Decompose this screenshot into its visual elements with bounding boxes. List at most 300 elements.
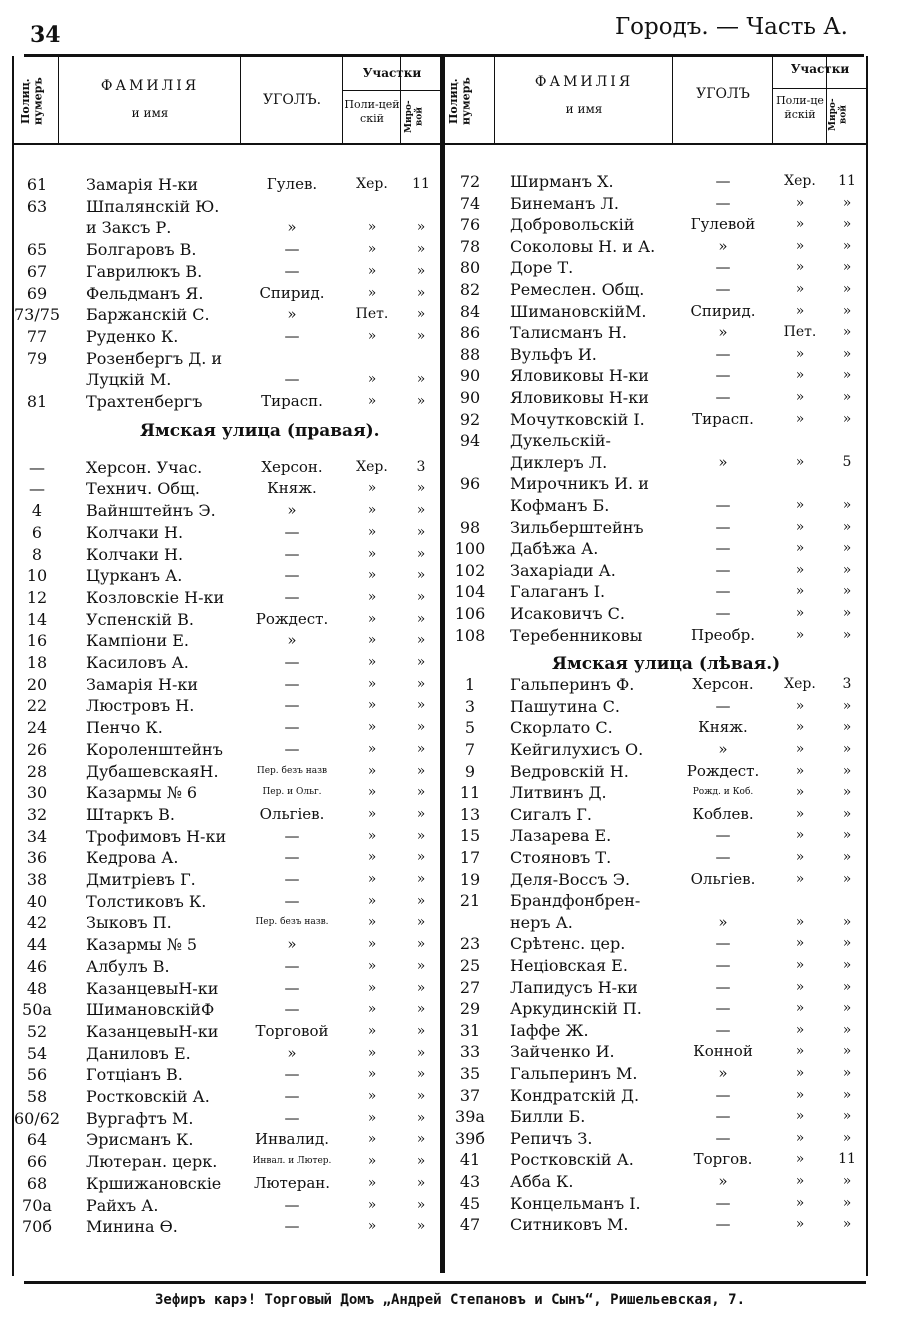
police-district: » — [795, 497, 805, 513]
house-number: 15 — [459, 826, 481, 846]
corner-street: Княж. — [698, 718, 748, 737]
house-number: 23 — [459, 934, 481, 954]
police-district: Пет. — [783, 324, 817, 341]
corner-street: — — [715, 696, 731, 715]
house-number: 74 — [459, 193, 481, 213]
corner-street: » — [287, 1043, 297, 1062]
house-number: 18 — [26, 653, 48, 672]
table-row — [0, 538, 900, 559]
person-name: Шпалянскій Ю. — [86, 196, 220, 216]
house-number: 27 — [459, 977, 481, 997]
house-number: 45 — [459, 1193, 481, 1213]
magistrate-district: » — [416, 936, 426, 953]
magistrate-district: » — [416, 719, 426, 736]
magistrate-district: » — [416, 567, 426, 584]
police-district: Хер. — [784, 173, 816, 189]
magistrate-district: » — [842, 389, 852, 405]
person-name: Короленштейнъ — [86, 739, 223, 759]
house-number: 73/75 — [14, 305, 61, 325]
person-name: Пенчо К. — [86, 718, 163, 738]
police-district: » — [367, 697, 377, 714]
police-district: » — [795, 1129, 805, 1146]
magistrate-district: » — [416, 262, 426, 279]
table-row — [0, 717, 900, 738]
police-district: » — [795, 957, 805, 973]
police-district: » — [367, 1088, 377, 1104]
police-district: » — [367, 871, 377, 887]
person-name: Гаврилюкъ В. — [86, 261, 203, 281]
magistrate-district: » — [842, 1194, 852, 1211]
corner-street: Лютеран. — [253, 1173, 331, 1192]
house-number: 5 — [464, 718, 476, 738]
police-district: » — [367, 1131, 377, 1148]
house-number: 14 — [26, 609, 48, 629]
corner-street: — — [715, 604, 731, 622]
corner-street: — — [284, 587, 300, 606]
corner-street: — — [284, 739, 300, 758]
corner-street: Пер. безъ назв. — [255, 917, 329, 928]
house-number: 90 — [459, 366, 481, 386]
corner-street: » — [718, 1172, 728, 1190]
person-name: Галаганъ І. — [510, 582, 606, 602]
corner-street: » — [718, 323, 728, 342]
police-district: » — [795, 194, 805, 211]
person-name: Соколовы Н. и А. — [510, 236, 656, 256]
magistrate-district: 3 — [842, 676, 852, 693]
col-divider — [494, 57, 495, 143]
magistrate-district: » — [842, 194, 852, 211]
person-name: Аркудинскій П. — [510, 999, 642, 1019]
magistrate-district: » — [416, 740, 426, 757]
magistrate-district: » — [416, 697, 426, 714]
magistrate-district: » — [842, 324, 852, 341]
magistrate-district: » — [842, 605, 852, 621]
magistrate-district: » — [842, 1129, 852, 1146]
house-number: 19 — [459, 869, 481, 889]
corner-street: — — [715, 826, 731, 845]
magistrate-district: » — [842, 1086, 852, 1103]
person-name: Колчаки Н. — [86, 544, 184, 564]
magistrate-district: » — [842, 870, 852, 887]
magistrate-district: » — [842, 978, 852, 995]
police-district: » — [367, 740, 377, 757]
person-name: Мирочникъ И. и — [510, 474, 649, 494]
corner-street: — — [715, 344, 731, 363]
house-number: 100 — [454, 539, 486, 559]
police-district: » — [367, 936, 377, 953]
corner-street: » — [718, 1064, 728, 1082]
table-row — [0, 344, 900, 365]
table-row — [0, 473, 900, 494]
magistrate-district: 3 — [416, 458, 426, 475]
table-row — [0, 998, 900, 1019]
col-divider — [772, 57, 773, 143]
police-district: » — [367, 588, 377, 605]
person-name: Лазарева Е. — [510, 826, 612, 846]
police-district: » — [795, 216, 805, 233]
header-name-right: ФАМИЛІЯ — [534, 74, 634, 90]
person-name: и Заксъ Р. — [86, 218, 172, 238]
corner-street: Спирид. — [690, 301, 756, 320]
corner-street: — — [715, 280, 731, 298]
house-number: 48 — [26, 978, 48, 998]
person-name: Доре Т. — [510, 258, 574, 278]
table-row — [0, 1193, 900, 1214]
person-name: Стояновъ Т. — [510, 848, 612, 867]
person-name: Зайченко И. — [510, 1042, 615, 1062]
house-number: 82 — [459, 280, 481, 299]
corner-street: — — [715, 848, 731, 866]
police-district: » — [795, 805, 805, 822]
table-row — [0, 1085, 900, 1106]
house-number: 61 — [26, 175, 48, 194]
person-name: Технич. Общ. — [86, 479, 200, 499]
police-district: » — [367, 1109, 377, 1126]
table-row — [0, 933, 900, 954]
house-number: 42 — [26, 913, 48, 933]
person-name: Неціовская Е. — [510, 956, 628, 975]
magistrate-district: » — [842, 1043, 852, 1060]
corner-street: — — [715, 560, 731, 579]
person-name: Лютеран. церк. — [86, 1152, 218, 1172]
person-name: Люстровъ Н. — [86, 696, 195, 716]
corner-street: Инвалид. — [255, 1130, 329, 1149]
house-number: 35 — [459, 1064, 481, 1083]
house-number: 36 — [26, 848, 48, 868]
person-name: КазанцевыН-ки — [86, 1021, 219, 1041]
table-row — [0, 696, 900, 717]
magistrate-district: » — [416, 393, 426, 409]
police-district: » — [367, 1001, 377, 1018]
police-district: » — [367, 762, 377, 779]
police-district: » — [367, 284, 377, 301]
police-district: » — [367, 327, 377, 344]
uchastki-rule — [772, 88, 866, 89]
table-row — [0, 365, 900, 386]
house-number: 21 — [459, 891, 481, 911]
corner-street: — — [715, 517, 731, 536]
person-name: Талисманъ Н. — [510, 323, 627, 343]
magistrate-district: » — [842, 583, 852, 600]
corner-street: Тирасп. — [692, 409, 754, 428]
police-district: » — [367, 371, 377, 388]
corner-street: » — [287, 218, 297, 237]
magistrate-district: » — [416, 675, 426, 692]
col-divider — [58, 57, 59, 143]
corner-street: — — [715, 1020, 731, 1039]
magistrate-district: » — [416, 849, 426, 866]
header-uchastki: Участки — [362, 66, 422, 80]
person-name: Готціанъ В. — [86, 1065, 183, 1085]
house-number: 70а — [22, 1195, 52, 1215]
magistrate-district: » — [842, 741, 852, 757]
person-name: Гальперинъ М. — [510, 1064, 638, 1083]
person-name: Кофманъ Б. — [510, 496, 610, 515]
magistrate-district: » — [416, 957, 426, 974]
police-district: » — [367, 567, 377, 584]
page-number: 34 — [30, 22, 61, 48]
house-number: 25 — [459, 956, 481, 975]
house-number: 29 — [459, 999, 481, 1019]
header-mirovoy: Миро-вой — [404, 100, 425, 134]
person-name: Скорлато С. — [510, 718, 613, 738]
police-district: » — [795, 870, 805, 887]
table-row — [0, 301, 900, 322]
corner-street: Рождест. — [255, 609, 329, 628]
table-row — [0, 279, 900, 300]
house-number: 3 — [464, 696, 476, 716]
magistrate-district: » — [842, 259, 852, 276]
person-name: Замарія Н-ки — [86, 175, 199, 194]
magistrate-district: » — [416, 979, 426, 996]
house-number: 81 — [26, 392, 48, 411]
person-name: Теребенниковы — [510, 625, 643, 645]
corner-street: » — [718, 740, 728, 758]
person-name: Кондратскій Д. — [510, 1085, 640, 1105]
magistrate-district: » — [416, 1088, 426, 1104]
police-district: » — [795, 1216, 805, 1233]
magistrate-district: » — [842, 410, 852, 427]
corner-street: — — [284, 261, 300, 280]
magistrate-district: » — [842, 497, 852, 513]
house-number: 20 — [26, 674, 48, 694]
person-name: Зыковъ П. — [86, 913, 172, 933]
house-number: 12 — [26, 587, 48, 607]
corner-street: » — [718, 452, 728, 471]
corner-street: — — [715, 956, 731, 974]
police-district: » — [795, 626, 805, 643]
magistrate-district: » — [842, 237, 852, 254]
footer-advert: Зефиръ карэ! Торговый Домъ „Андрей Степановъ и Сынъ“, Ришельевская, 7. — [154, 1292, 745, 1308]
magistrate-district: » — [842, 1021, 852, 1038]
corner-street: — — [715, 934, 731, 953]
magistrate-district: » — [416, 914, 426, 931]
police-district: » — [795, 389, 805, 405]
person-name: Касиловъ А. — [86, 653, 189, 672]
person-name: Абба К. — [510, 1172, 574, 1191]
corner-street: — — [715, 1215, 731, 1234]
police-district: » — [795, 719, 805, 736]
person-name: Вульфъ И. — [510, 344, 597, 364]
house-number: 98 — [459, 517, 481, 537]
person-name: Мочутковскій І. — [510, 409, 645, 429]
table-row — [0, 387, 900, 408]
corner-street: Спирид. — [259, 283, 325, 302]
corner-street: Херсон. — [261, 457, 323, 476]
magistrate-district: » — [416, 827, 426, 844]
corner-street: — — [715, 539, 731, 558]
person-name: Дукельскій- — [510, 431, 611, 451]
person-name: Эрисманъ К. — [86, 1130, 194, 1150]
magistrate-district: » — [416, 632, 426, 649]
magistrate-district: » — [842, 1000, 852, 1017]
police-district: » — [795, 697, 805, 714]
house-number: 34 — [26, 826, 48, 846]
police-district: » — [795, 605, 805, 621]
corner-street: » — [287, 935, 297, 954]
police-district: » — [795, 762, 805, 779]
police-district: » — [795, 1194, 805, 1211]
corner-street: Тирасп. — [261, 392, 323, 410]
person-name: Сигалъ Г. — [510, 804, 592, 824]
house-number: 8 — [31, 544, 43, 564]
house-number: 31 — [459, 1020, 481, 1040]
house-number: 58 — [26, 1087, 48, 1106]
person-name: Вургафтъ М. — [86, 1108, 194, 1128]
magistrate-district: » — [416, 1174, 426, 1191]
police-district: » — [367, 545, 377, 562]
house-number: 41 — [459, 1150, 481, 1170]
person-name: Ширманъ Х. — [510, 172, 614, 191]
police-district: » — [795, 935, 805, 952]
police-district: » — [795, 583, 805, 600]
corner-street: Преобр. — [691, 625, 755, 644]
magistrate-district: » — [416, 545, 426, 562]
police-district: Пет. — [355, 306, 389, 323]
header-corner: УГОЛЪ. — [262, 92, 322, 108]
police-district: » — [795, 518, 805, 535]
corner-street: — — [715, 172, 731, 190]
police-district: Хер. — [784, 676, 816, 693]
corner-street: — — [715, 388, 731, 406]
magistrate-district: » — [416, 1196, 426, 1213]
col-divider — [240, 57, 241, 143]
header-num-right: Полиц. нумеръ — [447, 77, 473, 125]
police-district: » — [367, 1174, 377, 1191]
corner-street: — — [284, 674, 300, 693]
corner-street: — — [284, 956, 300, 975]
corner-street: — — [715, 1107, 731, 1126]
person-name: Захаріади А. — [510, 560, 616, 580]
police-district: » — [367, 1022, 377, 1039]
table-row — [0, 869, 900, 890]
corner-street: — — [715, 1128, 731, 1147]
table-row — [0, 1063, 900, 1084]
person-name: Казармы № 5 — [86, 935, 198, 955]
magistrate-district: » — [842, 697, 852, 714]
corner-street: Херсон. — [692, 675, 754, 694]
police-district: » — [795, 913, 805, 930]
house-number: 7 — [464, 740, 476, 759]
magistrate-district: » — [416, 502, 426, 519]
magistrate-district: » — [416, 306, 426, 323]
person-name: КазанцевыН-ки — [86, 978, 219, 998]
police-district: » — [795, 1086, 805, 1103]
person-name: Исаковичъ С. — [510, 604, 625, 623]
house-number: 70б — [22, 1217, 52, 1237]
police-district: » — [367, 719, 377, 736]
house-number: 106 — [454, 604, 486, 623]
corner-street: — — [284, 370, 300, 389]
house-number: 4 — [31, 501, 43, 521]
house-number: 72 — [459, 172, 481, 191]
police-district: » — [795, 1000, 805, 1017]
corner-street: Коблев. — [692, 804, 754, 823]
house-number: 50а — [22, 1000, 52, 1020]
header-name-sub-right: и имя — [565, 102, 603, 116]
table-row — [0, 1149, 900, 1170]
table-row — [0, 517, 900, 538]
police-district: » — [367, 523, 377, 540]
person-name: неръ А. — [510, 912, 573, 932]
police-district: » — [367, 849, 377, 866]
corner-street: — — [284, 522, 300, 541]
corner-street: Пер. безъ назв — [256, 765, 328, 776]
corner-street: Инвал. и Лютер. — [252, 1156, 332, 1167]
magistrate-district: » — [416, 784, 426, 801]
house-number: 22 — [26, 696, 48, 716]
corner-street: — — [284, 848, 300, 867]
corner-street: — — [284, 653, 300, 671]
header-num: Полиц. нумеръ — [19, 77, 45, 125]
person-name: Толстиковъ К. — [86, 891, 207, 911]
corner-street: » — [718, 236, 728, 255]
corner-street: — — [284, 544, 300, 563]
table-row — [0, 257, 900, 278]
police-district: » — [367, 219, 377, 236]
section-heading: Ямская улица (лѣвая.) — [552, 654, 781, 675]
table-row — [0, 1128, 900, 1149]
person-name: Лапидусъ Н-ки — [510, 977, 638, 997]
police-district: » — [795, 302, 805, 319]
person-name: Брандфонбрен- — [510, 891, 641, 911]
police-district: Хер. — [356, 176, 388, 192]
magistrate-district: » — [416, 1109, 426, 1126]
magistrate-district: » — [842, 1065, 852, 1081]
person-name: Руденко К. — [86, 326, 179, 346]
person-name: Билли Б. — [510, 1107, 586, 1127]
police-district: » — [795, 367, 805, 384]
house-number: 52 — [26, 1021, 48, 1041]
person-name: Штаркъ В. — [86, 804, 175, 824]
corner-street: — — [284, 1195, 300, 1214]
table-row — [0, 912, 900, 933]
person-name: Пашутина С. — [510, 696, 620, 716]
person-name: Добровольскій — [510, 215, 635, 235]
col-divider — [672, 57, 673, 143]
corner-street: Ольгіев. — [259, 804, 325, 823]
person-name: Райхъ А. — [86, 1195, 159, 1215]
house-number: 30 — [26, 783, 48, 803]
police-district: » — [367, 1066, 377, 1083]
person-name: Ведровскій Н. — [510, 761, 629, 781]
police-district: » — [367, 502, 377, 519]
police-district: » — [795, 978, 805, 995]
person-name: ДубашевскаяН. — [86, 761, 219, 781]
person-name: Албулъ В. — [86, 956, 170, 976]
house-number: 16 — [26, 631, 48, 651]
header-name-sub: и имя — [131, 106, 169, 120]
col-divider — [342, 57, 343, 143]
magistrate-district: » — [416, 1218, 426, 1235]
person-name: ШимановскійМ. — [510, 301, 647, 321]
person-name: Кампіони Е. — [86, 631, 189, 651]
police-district: » — [367, 1196, 377, 1213]
house-number: 24 — [26, 718, 48, 738]
police-district: » — [795, 827, 805, 844]
corner-street: — — [284, 326, 300, 345]
magistrate-district: » — [416, 327, 426, 344]
magistrate-district: » — [842, 1216, 852, 1233]
house-number: 76 — [459, 215, 481, 235]
corner-street: Гулевой — [690, 215, 756, 234]
header-police-right: Поли-цейскій — [776, 94, 824, 121]
corner-street: Ольгіев. — [690, 869, 756, 888]
magistrate-district: » — [416, 762, 426, 779]
police-district: » — [795, 281, 805, 297]
house-number: 39б — [455, 1128, 485, 1148]
police-district: » — [367, 480, 377, 497]
